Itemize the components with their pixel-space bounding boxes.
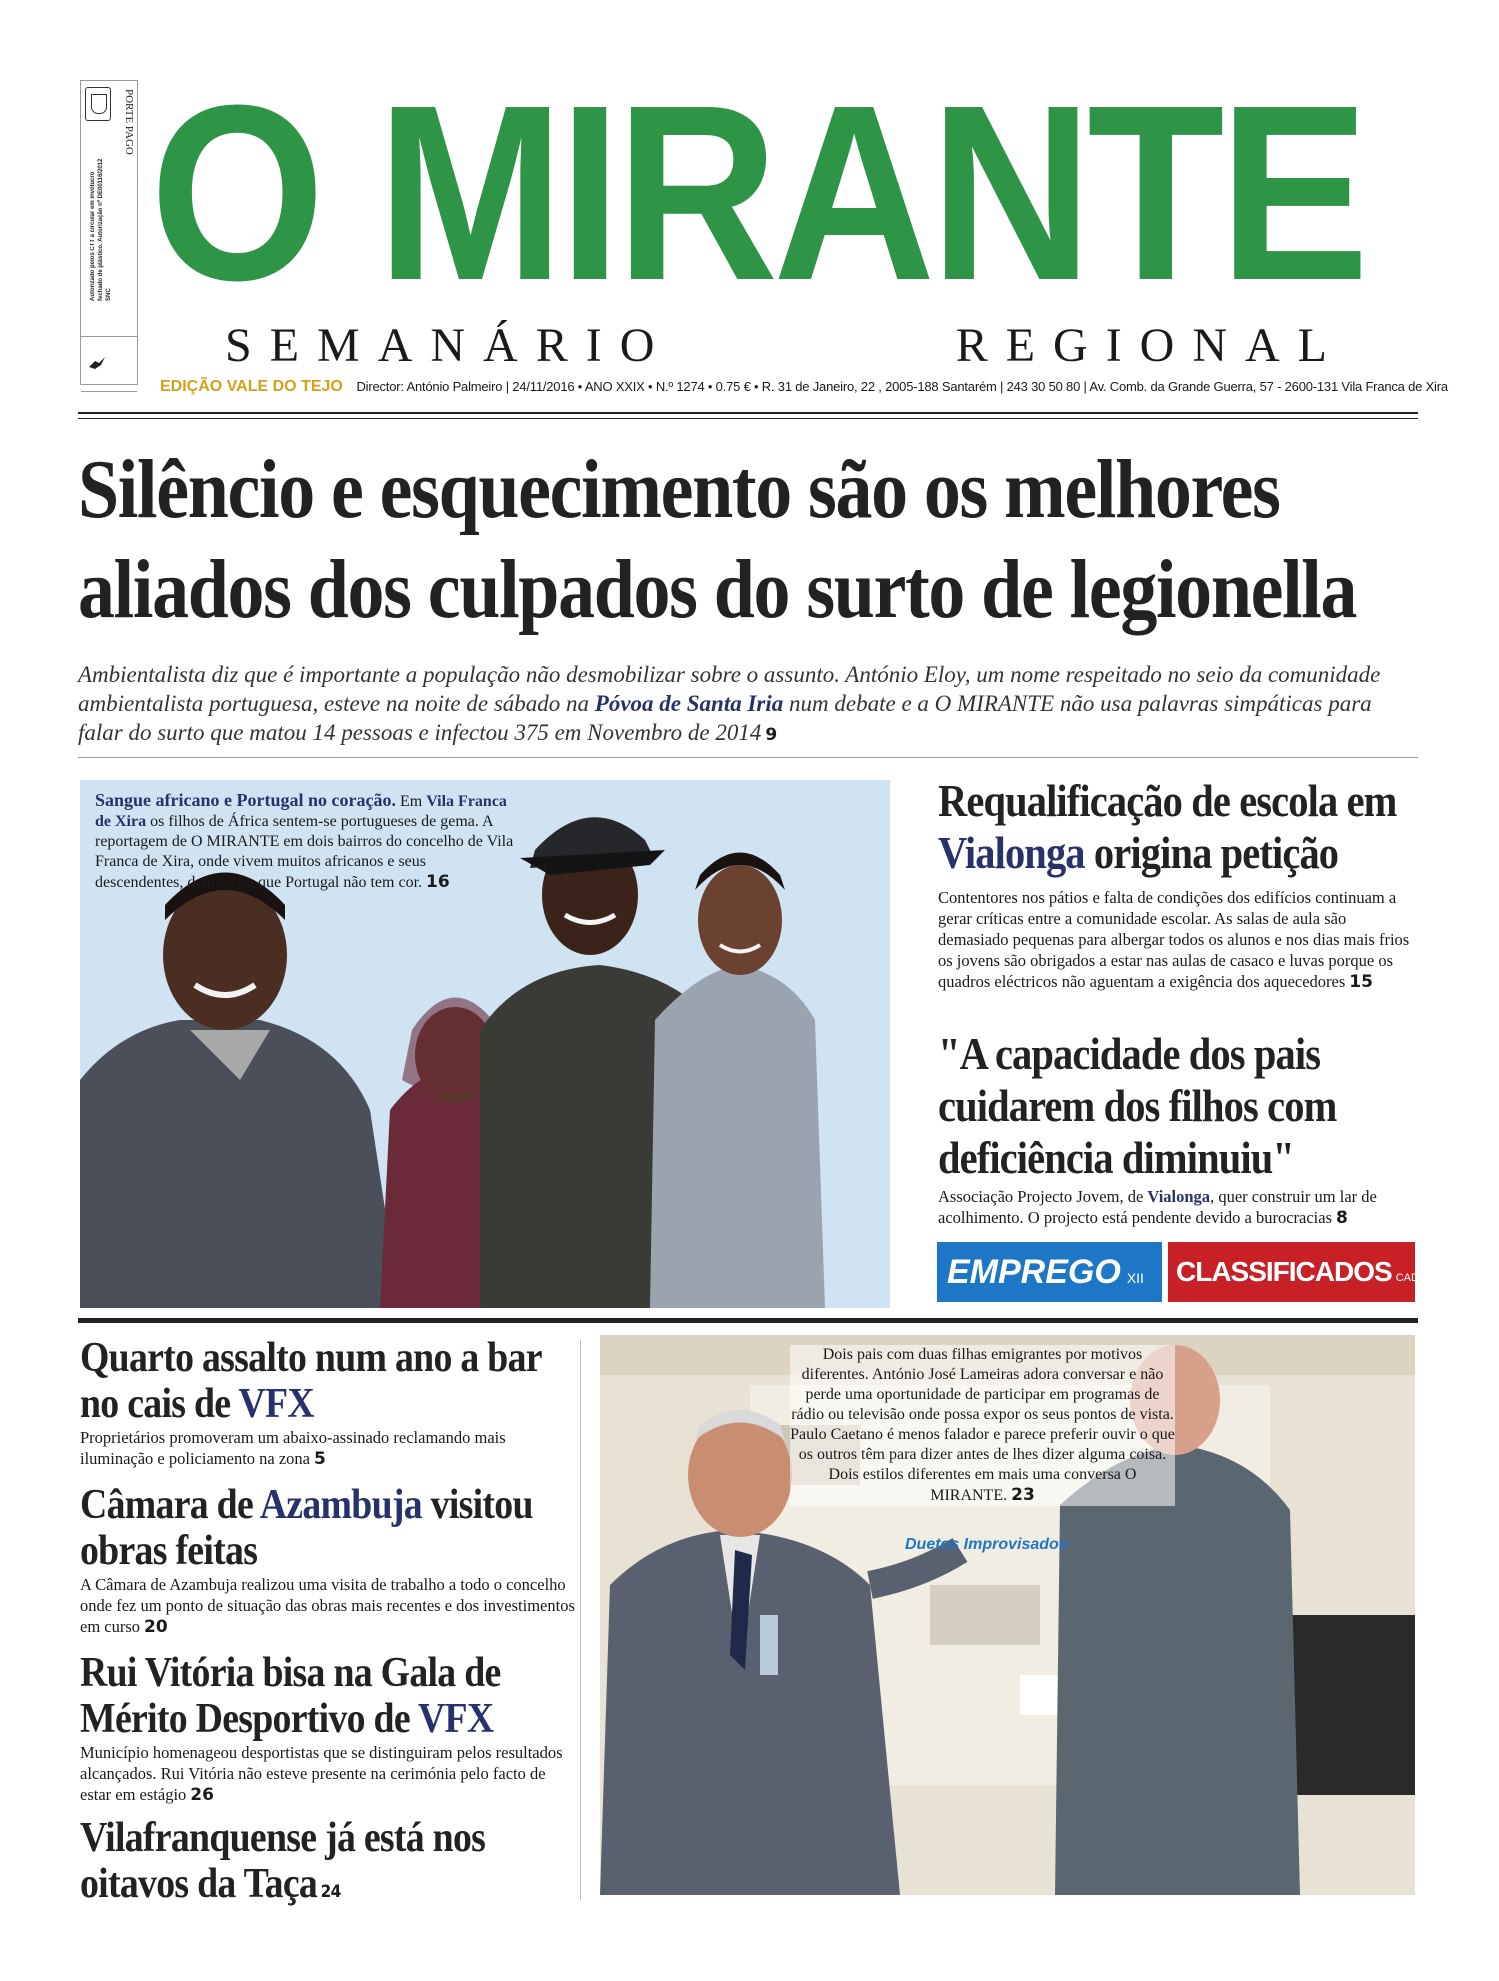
story-assalto-headline bbox=[80, 1335, 584, 1427]
classificados-label: CLASSIFICADOS bbox=[1176, 1256, 1392, 1287]
headline-place: Vialonga bbox=[938, 827, 1085, 878]
classificados-sub: CADERNO bbox=[1395, 1272, 1451, 1284]
headline-place: VFX bbox=[417, 1696, 494, 1742]
lead-headline[interactable] bbox=[78, 440, 1357, 640]
photo1-caption bbox=[95, 790, 515, 893]
divider bbox=[81, 336, 137, 337]
headline-text: origina petição bbox=[1084, 827, 1339, 878]
lede-text-a: Ambientalista diz que é importante a população não desmobilizar sobre o assunto. António Eloy, um nome respeitado no seio da comunidade ambientalista portuguesa, esteve na noite de sábado na bbox=[78, 662, 1381, 716]
postal-fine-print: Autorizado pelos CTT a circular em invólucro fechado de plástico. Autorização nº DE00116/2012 SNC bbox=[90, 158, 112, 301]
story-pais-headline: "A capacidade dos pais cuidarem dos filhos com deficiência diminuiu" bbox=[938, 1028, 1337, 1183]
story-pais-body bbox=[938, 1186, 1418, 1229]
story-assalto[interactable] bbox=[80, 1335, 580, 1470]
page-ref[interactable]: 23 bbox=[1011, 1485, 1035, 1505]
caption-lead: Sangue africano e Portugal no coração. bbox=[95, 790, 396, 810]
coat-of-arms-icon bbox=[85, 87, 111, 121]
page-ref[interactable]: 20 bbox=[144, 1617, 168, 1637]
story-azambuja-body bbox=[80, 1574, 580, 1638]
divider bbox=[81, 391, 137, 392]
story-escola-headline bbox=[938, 775, 1418, 879]
masthead-rule-thin bbox=[78, 418, 1418, 419]
page-ref[interactable]: 15 bbox=[1349, 972, 1373, 992]
story-taca-headline bbox=[80, 1815, 584, 1915]
lede-text-b: num debate e a O MIRANTE não usa palavras simpáticas para falar do surto que matou 14 pessoas e infectou 375 em Novembro de 2014 bbox=[78, 691, 1372, 745]
body-text: , quer construir um lar de acolhimento. O projecto está pendente devido a burocracias bbox=[938, 1187, 1377, 1227]
headline-text: Requalificação de escola em bbox=[938, 775, 1397, 826]
caption-text-a: Em bbox=[395, 793, 427, 810]
story-vitoria-headline bbox=[80, 1650, 584, 1742]
caption-place: Vila Franca de Xira bbox=[95, 793, 507, 830]
headline-place: VFX bbox=[238, 1381, 314, 1427]
photo2-caption bbox=[790, 1345, 1175, 1506]
pegasus-icon bbox=[87, 353, 107, 373]
lede-place: Póvoa de Santa Iria bbox=[594, 691, 784, 716]
body-place: Vialonga bbox=[1147, 1187, 1211, 1206]
photo2-tag[interactable]: Duetos Improvisados bbox=[905, 1536, 1068, 1553]
story-vitoria-body bbox=[80, 1742, 580, 1806]
story-taca[interactable] bbox=[80, 1815, 580, 1915]
issue-info-line bbox=[160, 378, 1448, 396]
headline-place: Azambuja bbox=[259, 1482, 422, 1528]
body-text: Associação Projecto Jovem, de bbox=[938, 1187, 1148, 1206]
page-ref[interactable]: 5 bbox=[314, 1449, 326, 1469]
lead-lede bbox=[78, 660, 1418, 750]
story-assalto-body bbox=[80, 1427, 580, 1470]
section-rule-thick bbox=[78, 1318, 1418, 1323]
lead-headline-line1: Silêncio e esquecimento são os melhores bbox=[78, 443, 1280, 536]
body-text: A Câmara de Azambuja realizou uma visita de trabalho a todo o concelho onde fez um ponto de situação das obras mais recentes e dos investimentos em curso bbox=[80, 1575, 575, 1636]
body-text: Contentores nos pátios e falta de condições dos edifícios continuam a gerar críticas entre a comunidade escolar. As salas de aula são demasiado pequenas para albergar todos os alunos e nos dias mais frios os jovens são obrigados a estar nas aulas de casaco e luvas porque os quadros eléctricos não aguentam a exigência dos aquecedores bbox=[938, 888, 1410, 991]
headline-text: Rui Vitória bisa na Gala de Mérito Desportivo de bbox=[80, 1650, 501, 1742]
page-ref[interactable]: 8 bbox=[1336, 1208, 1348, 1228]
section-rule bbox=[78, 757, 1418, 758]
emprego-sub: XII bbox=[1126, 1270, 1144, 1286]
classificados-section-link[interactable] bbox=[1168, 1242, 1451, 1302]
headline-text: Vilafranquense já está nos oitavos da Taça bbox=[80, 1815, 486, 1907]
page-ref[interactable]: 9 bbox=[765, 725, 778, 745]
caption-text: Dois pais com duas filhas emigrantes por motivos diferentes. António José Lameiras adora conversar e não perde uma oportunidade de participar em programas de rádio ou televisão onde possa expor os seus pontos de vista. Paulo Caetano é menos falador e parece preferir ouvir o que os outros têm para dizer antes de lhes dizer alguma coisa. Dois estilos diferentes em mais uma conversa O MIRANTE. bbox=[790, 1346, 1175, 1504]
body-text: Proprietários promoveram um abaixo-assinado reclamando mais iluminação e policiamento na zona bbox=[80, 1428, 506, 1468]
column-divider bbox=[580, 1340, 581, 1900]
story-azambuja[interactable] bbox=[80, 1482, 580, 1638]
issue-details: Director: António Palmeiro | 24/11/2016 • ANO XXIX • N.º 1274 • 0.75 € • R. 31 de Janeiro, 22 , 2005-188 Santarém | 243 30 50 80 | Av. Comb. da Grande Guerra, 57 - 2600-131 Vila Franca de Xira bbox=[356, 379, 1448, 394]
newspaper-subtitle: SEMANÁRIO REGIONAL bbox=[225, 319, 1345, 372]
story-escola[interactable] bbox=[938, 775, 1418, 993]
page-ref[interactable]: 26 bbox=[190, 1785, 214, 1805]
emprego-label: EMPREGO bbox=[947, 1253, 1121, 1291]
headline-text: Quarto assalto num ano a bar no cais de bbox=[80, 1335, 542, 1427]
page-ref[interactable]: 24 bbox=[320, 1882, 341, 1902]
edition-label: EDIÇÃO VALE DO TEJO bbox=[160, 378, 343, 395]
lead-headline-line2: aliados dos culpados do surto de legionella bbox=[78, 543, 1357, 636]
body-text: Município homenageou desportistas que se distinguiram pelos resultados alcançados. Rui Vitória não esteve presente na cerimónia pelo facto de estar em estágio bbox=[80, 1743, 563, 1804]
story-pais[interactable] bbox=[938, 1028, 1418, 1229]
masthead-rule bbox=[78, 412, 1418, 414]
caption-text-b: os filhos de África sentem-se portugueses de gema. A reportagem de O MIRANTE em dois bairros do concelho de Vila Franca de Xira, onde vivem muitos africanos e seus descendentes, demonstra que Portugal não tem cor. bbox=[95, 813, 514, 891]
newspaper-logo: O MIRANTE bbox=[150, 53, 1364, 332]
page-ref[interactable]: 16 bbox=[426, 872, 450, 892]
emprego-section-link[interactable] bbox=[937, 1242, 1162, 1302]
story-azambuja-headline bbox=[80, 1482, 584, 1574]
story-escola-body bbox=[938, 887, 1418, 993]
headline-text: Câmara de bbox=[80, 1482, 260, 1528]
porte-pago-label: PORTE PAGO bbox=[123, 89, 135, 155]
headline-text: visitou obras feitas bbox=[80, 1482, 533, 1574]
story-vitoria[interactable] bbox=[80, 1650, 580, 1806]
postal-stamp bbox=[80, 80, 138, 385]
